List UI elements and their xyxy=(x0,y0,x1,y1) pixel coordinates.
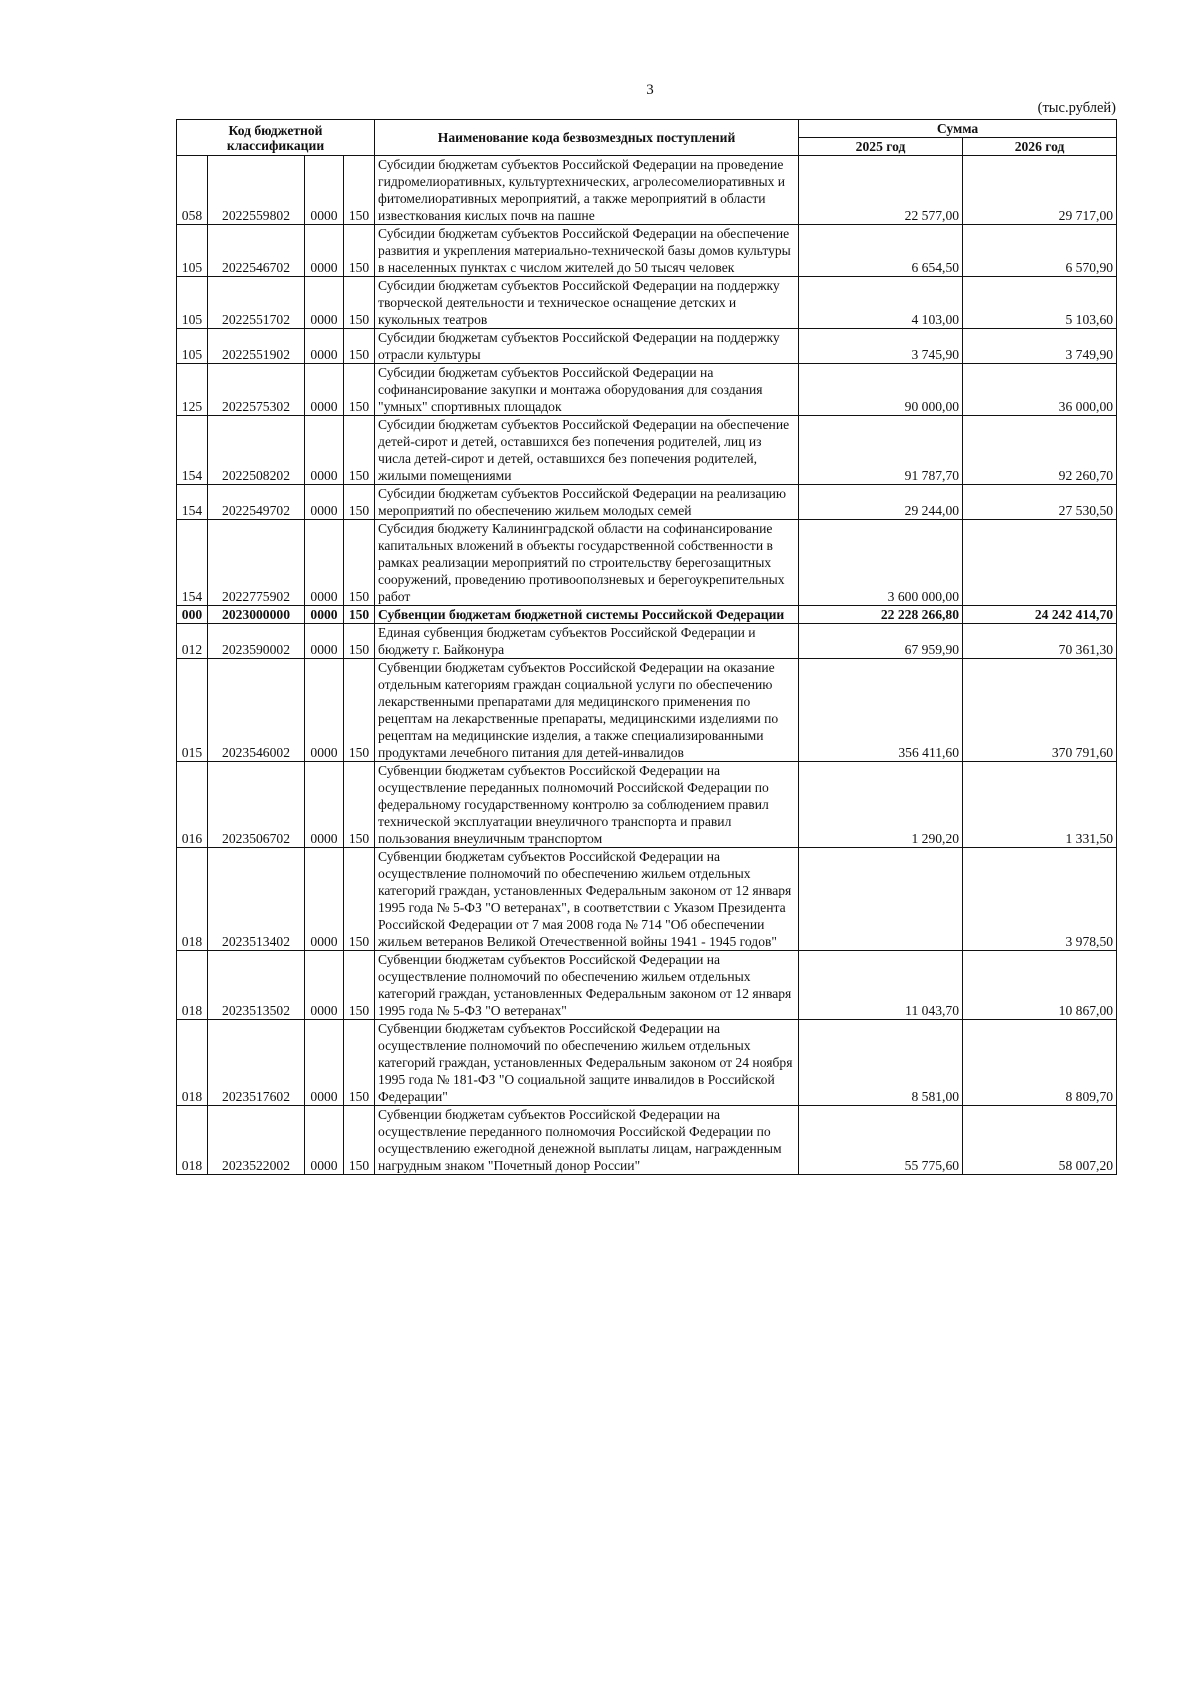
cell-kosgu-code: 150 xyxy=(344,606,375,624)
cell-admin-code: 154 xyxy=(177,520,208,606)
cell-name: Субсидии бюджетам субъектов Российской Федерации на обеспечение детей-сирот и детей, оставшихся без попечения родителей, лиц из числа детей-сирот и детей, оставшихся без попечения родителей, жилыми помещениями xyxy=(375,416,799,485)
cell-program-code: 0000 xyxy=(305,624,344,659)
cell-amount-2026: 5 103,60 xyxy=(963,277,1117,329)
unit-label: (тыс.рублей) xyxy=(1037,100,1116,116)
header-sum: Сумма xyxy=(799,120,1117,138)
cell-income-code: 2023513502 xyxy=(208,951,305,1020)
cell-program-code: 0000 xyxy=(305,606,344,624)
table-row xyxy=(177,364,1117,416)
table-row xyxy=(177,156,1117,225)
cell-amount-2025: 55 775,60 xyxy=(799,1106,963,1175)
cell-admin-code: 058 xyxy=(177,156,208,225)
cell-admin-code: 125 xyxy=(177,364,208,416)
cell-program-code: 0000 xyxy=(305,416,344,485)
cell-name: Субвенции бюджетам субъектов Российской Федерации на осуществление переданных полномочий Российской Федерации по федеральному государственному контролю за соблюдением правил технической эксплуатации внеуличного транспорта и правил пользования внеуличным транспортом xyxy=(375,762,799,848)
cell-income-code: 2022508202 xyxy=(208,416,305,485)
cell-amount-2026 xyxy=(963,520,1117,606)
cell-income-code: 2022559802 xyxy=(208,156,305,225)
cell-income-code: 2023546002 xyxy=(208,659,305,762)
cell-admin-code: 154 xyxy=(177,416,208,485)
cell-kosgu-code: 150 xyxy=(344,848,375,951)
page-number: 3 xyxy=(646,82,654,98)
table-row xyxy=(177,606,1117,624)
cell-amount-2026: 3 749,90 xyxy=(963,329,1117,364)
cell-kosgu-code: 150 xyxy=(344,624,375,659)
cell-income-code: 2023590002 xyxy=(208,624,305,659)
cell-program-code: 0000 xyxy=(305,1106,344,1175)
cell-amount-2025: 91 787,70 xyxy=(799,416,963,485)
cell-admin-code: 018 xyxy=(177,1020,208,1106)
cell-amount-2025: 8 581,00 xyxy=(799,1020,963,1106)
cell-program-code: 0000 xyxy=(305,277,344,329)
cell-kosgu-code: 150 xyxy=(344,277,375,329)
cell-program-code: 0000 xyxy=(305,485,344,520)
table-row xyxy=(177,225,1117,277)
cell-amount-2026: 3 978,50 xyxy=(963,848,1117,951)
cell-program-code: 0000 xyxy=(305,225,344,277)
table-row xyxy=(177,1106,1117,1175)
cell-amount-2025: 11 043,70 xyxy=(799,951,963,1020)
cell-admin-code: 012 xyxy=(177,624,208,659)
cell-admin-code: 016 xyxy=(177,762,208,848)
cell-income-code: 2023506702 xyxy=(208,762,305,848)
cell-admin-code: 105 xyxy=(177,277,208,329)
cell-income-code: 2022551702 xyxy=(208,277,305,329)
cell-name: Субсидии бюджетам субъектов Российской Федерации на поддержку отрасли культуры xyxy=(375,329,799,364)
table-row xyxy=(177,659,1117,762)
cell-amount-2026: 36 000,00 xyxy=(963,364,1117,416)
cell-name: Субсидии бюджетам субъектов Российской Федерации на реализацию мероприятий по обеспечению жильем молодых семей xyxy=(375,485,799,520)
cell-admin-code: 000 xyxy=(177,606,208,624)
cell-name: Субсидии бюджетам субъектов Российской Федерации на обеспечение развития и укрепления материально-технической базы домов культуры в населенных пунктах с числом жителей до 50 тысяч человек xyxy=(375,225,799,277)
cell-amount-2026: 29 717,00 xyxy=(963,156,1117,225)
table-row xyxy=(177,485,1117,520)
cell-amount-2025 xyxy=(799,848,963,951)
cell-name: Субсидия бюджету Калининградской области на софинансирование капитальных вложений в объекты государственной собственности в рамках реализации мероприятий по строительству берегозащитных сооружений, проведению противооползневых и берегоукрепительных работ xyxy=(375,520,799,606)
cell-name: Субсидии бюджетам субъектов Российской Федерации на поддержку творческой деятельности и техническое оснащение детских и кукольных театров xyxy=(375,277,799,329)
cell-admin-code: 105 xyxy=(177,225,208,277)
table-row xyxy=(177,520,1117,606)
table-row xyxy=(177,848,1117,951)
table-row xyxy=(177,624,1117,659)
cell-program-code: 0000 xyxy=(305,364,344,416)
cell-kosgu-code: 150 xyxy=(344,1106,375,1175)
cell-kosgu-code: 150 xyxy=(344,951,375,1020)
cell-income-code: 2022775902 xyxy=(208,520,305,606)
table-row xyxy=(177,1020,1117,1106)
budget-table xyxy=(176,119,1117,1175)
cell-program-code: 0000 xyxy=(305,951,344,1020)
cell-kosgu-code: 150 xyxy=(344,1020,375,1106)
table-row xyxy=(177,416,1117,485)
cell-amount-2026: 92 260,70 xyxy=(963,416,1117,485)
cell-kosgu-code: 150 xyxy=(344,416,375,485)
cell-name: Субвенции бюджетам субъектов Российской Федерации на осуществление полномочий по обеспечению жильем отдельных категорий граждан, установленных Федеральным законом от 24 ноября 1995 года № 181-ФЗ "О социальной защите инвалидов в Российской Федерации" xyxy=(375,1020,799,1106)
cell-name: Субсидии бюджетам субъектов Российской Федерации на проведение гидромелиоративных, культуртехнических, агролесомелиоративных и фитомелиоративных мероприятий, а также мероприятий в области известкования кислых почв на пашне xyxy=(375,156,799,225)
cell-program-code: 0000 xyxy=(305,659,344,762)
cell-name: Субвенции бюджетам субъектов Российской Федерации на осуществление полномочий по обеспечению жильем отдельных категорий граждан, установленных Федеральным законом от 12 января 1995 года № 5-ФЗ "О ветеранах" xyxy=(375,951,799,1020)
table-row xyxy=(177,762,1117,848)
header-code-classification: Код бюджетной классификации xyxy=(177,120,375,156)
cell-name: Субвенции бюджетам бюджетной системы Российской Федерации xyxy=(375,606,799,624)
cell-amount-2026: 370 791,60 xyxy=(963,659,1117,762)
table-row xyxy=(177,277,1117,329)
cell-amount-2026: 58 007,20 xyxy=(963,1106,1117,1175)
header-name: Наименование кода безвозмездных поступлений xyxy=(375,120,799,156)
cell-amount-2025: 22 228 266,80 xyxy=(799,606,963,624)
cell-income-code: 2022549702 xyxy=(208,485,305,520)
cell-amount-2026: 27 530,50 xyxy=(963,485,1117,520)
cell-amount-2025: 67 959,90 xyxy=(799,624,963,659)
cell-amount-2026: 1 331,50 xyxy=(963,762,1117,848)
cell-income-code: 2022551902 xyxy=(208,329,305,364)
cell-kosgu-code: 150 xyxy=(344,225,375,277)
cell-name: Субвенции бюджетам субъектов Российской Федерации на оказание отдельным категориям граждан социальной услуги по обеспечению лекарственными препаратами для медицинского применения по рецептам на лекарственные препараты, медицинскими изделиями по рецептам на медицинские изделия, а также специализированными продуктами лечебного питания для детей-инвалидов xyxy=(375,659,799,762)
cell-kosgu-code: 150 xyxy=(344,329,375,364)
cell-amount-2025: 6 654,50 xyxy=(799,225,963,277)
cell-amount-2025: 356 411,60 xyxy=(799,659,963,762)
cell-income-code: 2023513402 xyxy=(208,848,305,951)
cell-amount-2025: 22 577,00 xyxy=(799,156,963,225)
cell-program-code: 0000 xyxy=(305,762,344,848)
cell-amount-2026: 24 242 414,70 xyxy=(963,606,1117,624)
cell-admin-code: 018 xyxy=(177,951,208,1020)
cell-admin-code: 018 xyxy=(177,848,208,951)
header-year-2025: 2025 год xyxy=(799,138,963,156)
cell-kosgu-code: 150 xyxy=(344,156,375,225)
cell-amount-2026: 10 867,00 xyxy=(963,951,1117,1020)
cell-kosgu-code: 150 xyxy=(344,364,375,416)
cell-name: Субвенции бюджетам субъектов Российской Федерации на осуществление переданного полномочия Российской Федерации по осуществлению ежегодной денежной выплаты лицам, награжденным нагрудным знаком "Почетный донор России" xyxy=(375,1106,799,1175)
cell-amount-2025: 1 290,20 xyxy=(799,762,963,848)
cell-amount-2025: 3 600 000,00 xyxy=(799,520,963,606)
cell-admin-code: 105 xyxy=(177,329,208,364)
cell-income-code: 2023522002 xyxy=(208,1106,305,1175)
cell-admin-code: 018 xyxy=(177,1106,208,1175)
cell-kosgu-code: 150 xyxy=(344,485,375,520)
cell-amount-2025: 90 000,00 xyxy=(799,364,963,416)
cell-kosgu-code: 150 xyxy=(344,762,375,848)
cell-name: Единая субвенция бюджетам субъектов Российской Федерации и бюджету г. Байконура xyxy=(375,624,799,659)
table-body xyxy=(177,156,1117,1175)
cell-program-code: 0000 xyxy=(305,1020,344,1106)
cell-income-code: 2022575302 xyxy=(208,364,305,416)
cell-amount-2025: 3 745,90 xyxy=(799,329,963,364)
cell-income-code: 2023000000 xyxy=(208,606,305,624)
cell-name: Субвенции бюджетам субъектов Российской Федерации на осуществление полномочий по обеспечению жильем отдельных категорий граждан, установленных Федеральным законом от 12 января 1995 года № 5-ФЗ "О ветеранах", в соответствии с Указом Президента Российской Федерации от 7 мая 2008 года № 714 "Об обеспечении жильем ветеранов Великой Отечественной войны 1941 - 1945 годов" xyxy=(375,848,799,951)
header-year-2026: 2026 год xyxy=(963,138,1117,156)
cell-program-code: 0000 xyxy=(305,520,344,606)
cell-name: Субсидии бюджетам субъектов Российской Федерации на софинансирование закупки и монтажа оборудования для создания "умных" спортивных площадок xyxy=(375,364,799,416)
cell-admin-code: 154 xyxy=(177,485,208,520)
cell-amount-2025: 29 244,00 xyxy=(799,485,963,520)
cell-amount-2026: 70 361,30 xyxy=(963,624,1117,659)
cell-income-code: 2023517602 xyxy=(208,1020,305,1106)
cell-program-code: 0000 xyxy=(305,156,344,225)
cell-amount-2026: 8 809,70 xyxy=(963,1020,1117,1106)
cell-kosgu-code: 150 xyxy=(344,520,375,606)
cell-income-code: 2022546702 xyxy=(208,225,305,277)
cell-admin-code: 015 xyxy=(177,659,208,762)
header-row-top xyxy=(177,120,1117,138)
cell-kosgu-code: 150 xyxy=(344,659,375,762)
cell-program-code: 0000 xyxy=(305,848,344,951)
cell-program-code: 0000 xyxy=(305,329,344,364)
table-row xyxy=(177,329,1117,364)
cell-amount-2026: 6 570,90 xyxy=(963,225,1117,277)
table-row xyxy=(177,951,1117,1020)
cell-amount-2025: 4 103,00 xyxy=(799,277,963,329)
